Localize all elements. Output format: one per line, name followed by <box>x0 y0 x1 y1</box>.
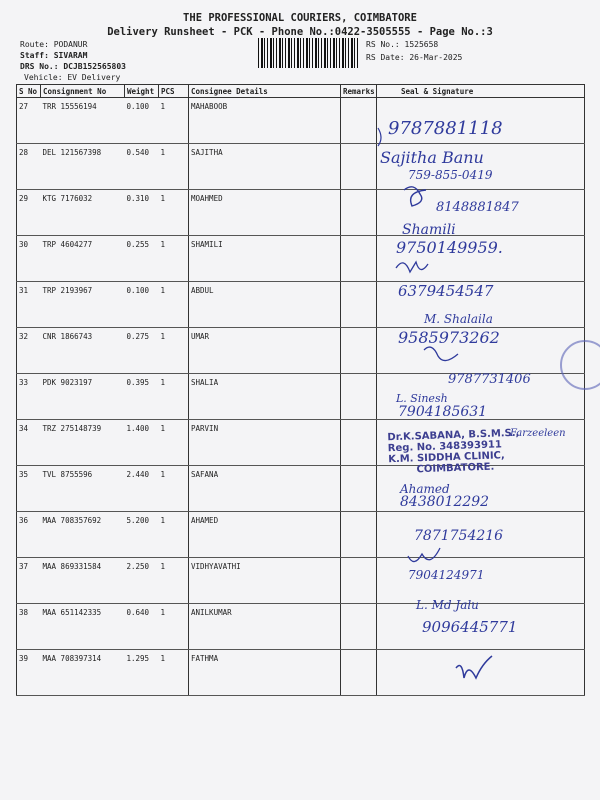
signature-29: 8148881847 <box>436 200 519 215</box>
cell-name: ANILKUMAR <box>189 604 341 650</box>
signature-28a: Sajitha Banu <box>380 148 484 167</box>
vehicle: Vehicle: EV Delivery <box>24 73 121 82</box>
cell-pcs: 1 <box>159 282 189 328</box>
cell-cno: DEL 121567398 <box>41 144 125 190</box>
signature-35: Farzeeleen <box>510 428 566 439</box>
cell-sno: 29 <box>17 190 41 236</box>
cell-sno: 28 <box>17 144 41 190</box>
cell-weight: 0.540 <box>125 144 159 190</box>
cell-cno: MAA 708397314 <box>41 650 125 696</box>
signature-27: 9787881118 <box>388 118 503 139</box>
cell-name: PARVIN <box>189 420 341 466</box>
cell-pcs: 1 <box>159 236 189 282</box>
signature-30b: 9750149959. <box>396 238 503 257</box>
cell-cno: TRZ 275148739 <box>41 420 125 466</box>
signature-33: 9787731406 <box>448 372 531 387</box>
cell-name: MAHABOOB <box>189 98 341 144</box>
cell-sno: 32 <box>17 328 41 374</box>
cell-pcs: 1 <box>159 98 189 144</box>
signature-39b: 9096445771 <box>422 618 518 636</box>
cell-sno: 27 <box>17 98 41 144</box>
col-weight: Weight <box>125 85 159 98</box>
cell-cno: TVL 8755596 <box>41 466 125 512</box>
cell-name: MOAHMED <box>189 190 341 236</box>
cell-pcs: 1 <box>159 604 189 650</box>
rs-number: RS No.: 1525658 <box>366 40 439 49</box>
col-signature: Seal & Signature <box>377 85 585 98</box>
signature-37: 7871754216 <box>414 528 504 544</box>
cell-weight: 5.200 <box>125 512 159 558</box>
cell-weight: 2.440 <box>125 466 159 512</box>
cell-sno: 35 <box>17 466 41 512</box>
cell-cno: MAA 869331584 <box>41 558 125 604</box>
cell-weight: 0.100 <box>125 282 159 328</box>
cell-sno: 30 <box>17 236 41 282</box>
scribble-38 <box>408 548 440 562</box>
cell-name: UMAR <box>189 328 341 374</box>
cell-weight: 0.275 <box>125 328 159 374</box>
cell-sno: 31 <box>17 282 41 328</box>
signature-36: Ahamed <box>400 482 450 496</box>
scribble-31 <box>396 262 428 272</box>
cell-sno: 36 <box>17 512 41 558</box>
stamp-line-1: Dr.K.SABANA, B.S.M.S., <box>387 427 520 444</box>
cell-name: VIDHYAVATHI <box>189 558 341 604</box>
staff: Staff: SIVARAM <box>20 51 88 60</box>
col-consignee: Consignee Details <box>189 85 341 98</box>
cell-cno: MAA 651142335 <box>41 604 125 650</box>
cell-name: AHAMED <box>189 512 341 558</box>
cell-pcs: 1 <box>159 512 189 558</box>
scribble-33 <box>424 347 458 360</box>
drs-number: DRS No.: DCJB152565803 <box>20 62 126 71</box>
scribble-29 <box>404 187 426 206</box>
cell-cno: TRP 2193967 <box>41 282 125 328</box>
cell-pcs: 1 <box>159 558 189 604</box>
cell-weight: 1.295 <box>125 650 159 696</box>
cell-name: SAFANA <box>189 466 341 512</box>
cell-weight: 1.400 <box>125 420 159 466</box>
rs-date: RS Date: 26-Mar-2025 <box>366 53 463 62</box>
cell-pcs: 1 <box>159 650 189 696</box>
signature-39a: L. Md Jalu <box>416 598 479 612</box>
cell-name: SHAMILI <box>189 236 341 282</box>
cell-weight: 0.395 <box>125 374 159 420</box>
cell-sno: 37 <box>17 558 41 604</box>
cell-weight: 0.310 <box>125 190 159 236</box>
cell-cno: CNR 1866743 <box>41 328 125 374</box>
signature-34b: 7904185631 <box>398 404 488 420</box>
scribble-bottom <box>456 656 492 678</box>
cell-cno: PDK 9023197 <box>41 374 125 420</box>
cell-cno: MAA 708357692 <box>41 512 125 558</box>
runsheet-subtitle: Delivery Runsheet - PCK - Phone No.:0422-3505555 - Page No.:3 <box>107 26 493 38</box>
company-title: THE PROFESSIONAL COURIERS, COIMBATORE <box>183 12 417 24</box>
cell-cno: KTG 7176032 <box>41 190 125 236</box>
signature-31: 6379454547 <box>398 282 494 300</box>
cell-weight: 2.250 <box>125 558 159 604</box>
cell-pcs: 1 <box>159 328 189 374</box>
signature-32b: 9585973262 <box>398 328 500 347</box>
cell-name: ABDUL <box>189 282 341 328</box>
col-sno: S No <box>17 85 41 98</box>
cell-weight: 0.640 <box>125 604 159 650</box>
signature-32a: M. Shalaila <box>424 312 493 326</box>
stamp-line-2: Reg. No. 348393911 <box>387 439 503 455</box>
cell-weight: 0.255 <box>125 236 159 282</box>
cell-sno: 38 <box>17 604 41 650</box>
cell-sno: 33 <box>17 374 41 420</box>
cell-pcs: 1 <box>159 466 189 512</box>
scribble-27 <box>378 128 381 146</box>
cell-sno: 39 <box>17 650 41 696</box>
cell-name: SAJITHA <box>189 144 341 190</box>
cell-cno: TRP 4604277 <box>41 236 125 282</box>
cell-name: SHALIA <box>189 374 341 420</box>
col-consignment: Consignment No <box>41 85 125 98</box>
stamp-line-4: COIMBATORE. <box>416 461 495 476</box>
signature-36b: 8438012292 <box>400 494 490 510</box>
col-pcs: PCS <box>159 85 189 98</box>
signature-28b: 759-855-0419 <box>408 168 493 182</box>
signature-34a: L. Sinesh <box>396 392 448 405</box>
cell-sno: 34 <box>17 420 41 466</box>
cell-pcs: 1 <box>159 420 189 466</box>
col-remarks: Remarks <box>341 85 377 98</box>
signature-38: 7904124971 <box>408 568 485 582</box>
route: Route: PODANUR <box>20 40 88 49</box>
cell-pcs: 1 <box>159 374 189 420</box>
cell-cno: TRR 15556194 <box>41 98 125 144</box>
cell-name: FATHMA <box>189 650 341 696</box>
stamp-line-3: K.M. SIDDHA CLINIC, <box>388 450 505 466</box>
cell-pcs: 1 <box>159 144 189 190</box>
cell-pcs: 1 <box>159 190 189 236</box>
cell-weight: 0.100 <box>125 98 159 144</box>
signature-30a: Shamili <box>402 222 456 238</box>
